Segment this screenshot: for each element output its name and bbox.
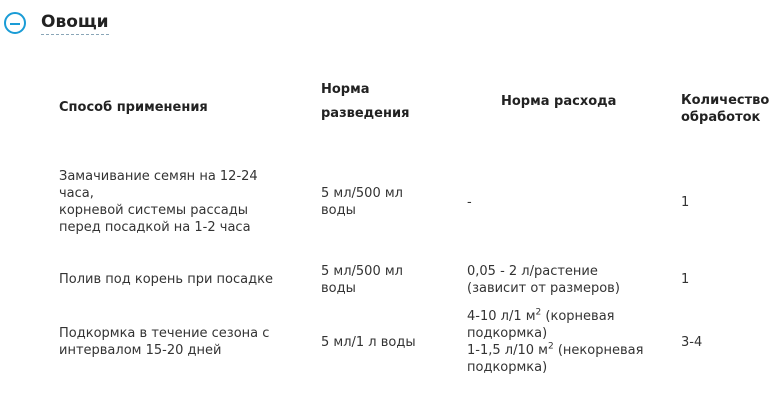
row-1-count: 1 — [681, 195, 690, 210]
row-3-consumption-line-2: подкормка) — [467, 326, 548, 341]
row-2-method: Полив под корень при посадке — [59, 272, 273, 287]
section-title[interactable]: Овощи — [41, 11, 109, 35]
row-3-consumption — [467, 308, 643, 376]
row-3-method: Подкормка в течение сезона с интервалом 15-20 дней — [59, 326, 270, 358]
header-count: Количество обработок — [681, 93, 770, 125]
row-2-consumption: 0,05 - 2 л/растение (зависит от размеров) — [467, 264, 620, 296]
row-3-dilution: 5 мл/1 л воды — [321, 335, 416, 350]
collapse-toggle-icon[interactable] — [4, 12, 26, 34]
row-1-method: Замачивание семян на 12-24 часа, корневой системы рассады перед посадкой на 1-2 часа — [59, 169, 258, 235]
row-3-consumption-line-4: подкормка) — [467, 360, 548, 375]
row-3-consumption-line-1: 4-10 л/1 $м^2$ (корневая — [467, 307, 615, 324]
minus-icon — [10, 23, 20, 25]
row-2-count: 1 — [681, 272, 690, 287]
row-2-dilution: 5 мл/500 мл воды — [321, 264, 403, 296]
header-method: Способ применения — [59, 100, 208, 115]
header-consumption: Норма расхода — [501, 94, 617, 109]
row-3-count: 3-4 — [681, 335, 703, 350]
row-1-consumption: - — [467, 195, 472, 210]
row-3-consumption-line-3: 1-1,5 л/10 $м^2$ (некорневая — [467, 341, 644, 358]
row-1-dilution: 5 мл/500 мл воды — [321, 186, 403, 218]
header-dilution: Норма разведения — [321, 82, 410, 121]
